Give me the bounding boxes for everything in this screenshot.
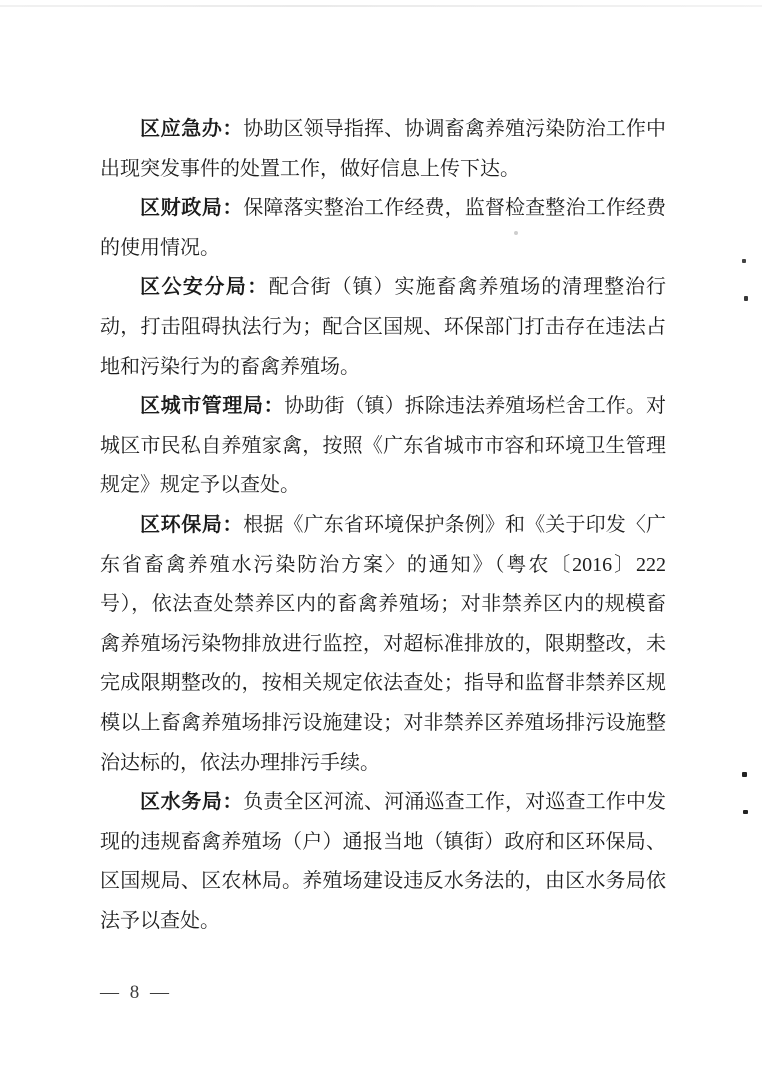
paragraph-text: 协助区领导指挥、协调畜禽养殖污染防治工作中出现突发事件的处置工作，做好信息上传下达。 — [100, 118, 667, 180]
scan-artifact-dot — [743, 810, 748, 814]
scan-artifact-dot — [742, 772, 747, 777]
paragraph-label: 区水务局： — [140, 791, 244, 814]
paragraph-city-management-bureau — [100, 387, 666, 506]
paragraph-label: 区应急办： — [140, 118, 244, 140]
paragraph-emergency-office — [100, 110, 666, 189]
paragraph-finance-bureau — [100, 189, 666, 268]
paragraph-text: 负责全区河流、河涌巡查工作，对巡查工作中发现的违规畜禽养殖场（户）通报当地（镇街）政府和区环保局、区国规局、区农林局。养殖场建设违反水务法的，由区水务局依法予以查处。 — [100, 791, 667, 932]
scan-artifact-dot — [742, 259, 746, 263]
scan-artifact-dot — [744, 296, 748, 301]
paragraph-label: 区公安分局： — [140, 276, 269, 299]
page-number: — 8 — — [100, 982, 172, 1003]
scan-artifact-smudge — [514, 231, 518, 235]
paragraph-environmental-bureau — [100, 506, 666, 783]
paragraph-text: 配合街（镇）实施畜禽养殖场的清理整治行动，打击阻碍执法行为；配合区国规、环保部门打击存在违法占地和污染行为的畜禽养殖场。 — [100, 276, 666, 378]
paragraph-water-affairs-bureau — [100, 783, 666, 941]
paragraph-label: 区环保局： — [140, 513, 244, 536]
paragraph-label: 区财政局： — [140, 197, 244, 220]
paragraph-text: 根据《广东省环境保护条例》和《关于印发〈广东省畜禽养殖水污染防治方案〉的通知》（粤农〔2016〕222号），依法查处禁养区内的畜禽养殖场；对非禁养区内的规模畜禽养殖场污染物排放进行监控，对超标准排放的，限期整改，未完成限期整改的，按相关规定依法查处；指导和监督非禁养区规模以上畜禽养殖场排污设施建设；对非禁养区养殖场排污设施整治达标的，依法办理排污手续。 — [100, 513, 667, 774]
paragraph-public-security-bureau — [100, 268, 666, 387]
paragraph-text: 保障落实整治工作经费，监督检查整治工作经费的使用情况。 — [100, 197, 667, 259]
paragraph-label: 区城市管理局： — [140, 395, 285, 418]
scan-edge-shadow — [0, 5, 762, 7]
paragraph-text: 协助街（镇）拆除违法养殖场栏舍工作。对城区市民私自养殖家禽，按照《广东省城市市容和环境卫生管理规定》规定予以查处。 — [100, 395, 667, 497]
document-body — [100, 110, 666, 941]
